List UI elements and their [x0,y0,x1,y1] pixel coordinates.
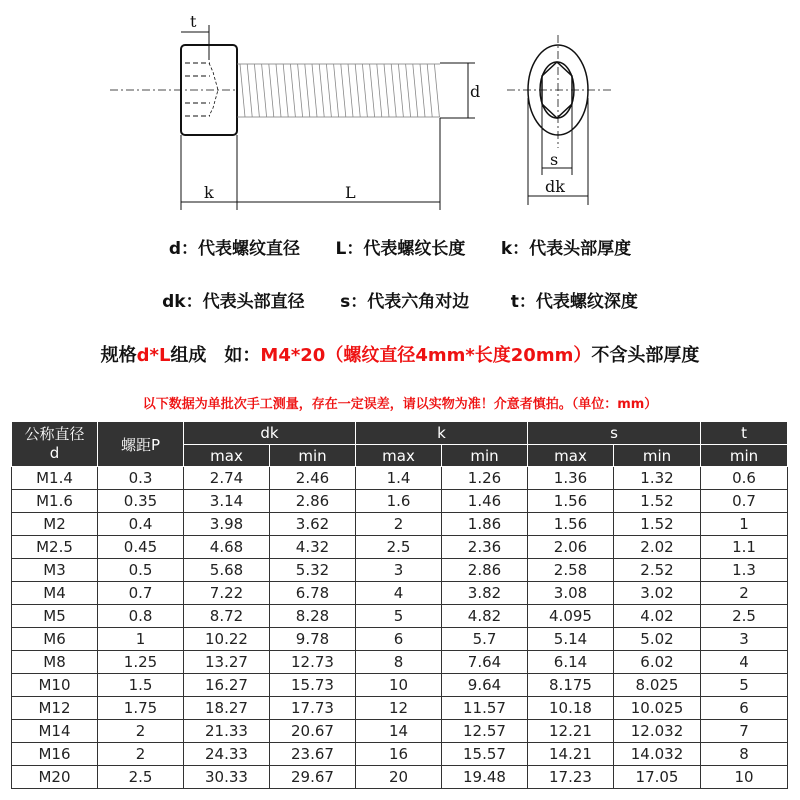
table-row [12,766,788,789]
cell-k-min: 12.57 [442,720,528,743]
cell-t-min: 1.1 [701,536,788,559]
cell-k-max: 16 [356,743,442,766]
spec-mid: 组成 如： [170,345,261,366]
cell-s-min: 2.52 [614,559,701,582]
cell-s-min: 14.032 [614,743,701,766]
header-s: s [528,422,701,445]
cell-dk-max: 2.74 [184,467,270,490]
legend-k: k：代表头部厚度 [500,239,632,259]
cell-t-min: 0.7 [701,490,788,513]
cell-k-min: 9.64 [442,674,528,697]
cell-d: M16 [12,743,98,766]
cell-k-max: 14 [356,720,442,743]
cell-pitch: 2.5 [98,766,184,789]
spec-example: M4*20（螺纹直径4mm*长度20mm） [260,345,592,366]
cell-d: M14 [12,720,98,743]
cell-dk-max: 7.22 [184,582,270,605]
table-row [12,490,788,513]
cell-k-max: 1.4 [356,467,442,490]
cell-s-min: 2.02 [614,536,701,559]
table-row [12,674,788,697]
cell-dk-min: 8.28 [270,605,356,628]
cell-t-min: 7 [701,720,788,743]
table-row [12,536,788,559]
cell-d: M1.6 [12,490,98,513]
cell-dk-max: 3.98 [184,513,270,536]
cell-d: M8 [12,651,98,674]
cell-pitch: 0.3 [98,467,184,490]
cell-t-min: 1 [701,513,788,536]
cell-d: M1.4 [12,467,98,490]
cell-t-min: 8 [701,743,788,766]
cell-pitch: 1.25 [98,651,184,674]
cell-s-min: 1.52 [614,513,701,536]
cell-s-min: 1.32 [614,467,701,490]
legend-L: L：代表螺纹长度 [335,239,466,259]
cell-k-min: 4.82 [442,605,528,628]
header-t: t [701,422,788,445]
table-row [12,467,788,490]
cell-pitch: 0.5 [98,559,184,582]
cell-s-min: 10.025 [614,697,701,720]
cell-d: M2 [12,513,98,536]
cell-d: M5 [12,605,98,628]
cell-dk-max: 18.27 [184,697,270,720]
label-dk: dk [545,177,565,196]
cell-s-min: 8.025 [614,674,701,697]
cell-k-min: 7.64 [442,651,528,674]
cell-k-min: 19.48 [442,766,528,789]
cell-k-min: 15.57 [442,743,528,766]
cell-k-max: 1.6 [356,490,442,513]
cell-d: M20 [12,766,98,789]
legend-row-1 [0,234,800,259]
spec-formula: d*L [136,345,171,366]
table-row [12,743,788,766]
header-nominal-diameter: 公称直径 d [12,422,98,467]
cell-k-min: 5.7 [442,628,528,651]
header-s-max: max [528,445,614,467]
cell-t-min: 3 [701,628,788,651]
cell-k-min: 3.82 [442,582,528,605]
cell-s-max: 8.175 [528,674,614,697]
cell-dk-min: 2.46 [270,467,356,490]
cell-dk-max: 3.14 [184,490,270,513]
cell-dk-min: 20.67 [270,720,356,743]
header-k-min: min [442,445,528,467]
table-row [12,582,788,605]
cell-dk-max: 21.33 [184,720,270,743]
cell-t-min: 4 [701,651,788,674]
cell-k-max: 8 [356,651,442,674]
cell-k-min: 11.57 [442,697,528,720]
label-d: d [470,82,481,101]
header-dk-max: max [184,445,270,467]
cell-pitch: 0.7 [98,582,184,605]
cell-d: M6 [12,628,98,651]
cell-t-min: 0.6 [701,467,788,490]
spec-prefix: 规格 [100,345,137,366]
cell-pitch: 0.35 [98,490,184,513]
cell-t-min: 2.5 [701,605,788,628]
cell-s-max: 17.23 [528,766,614,789]
cell-pitch: 0.45 [98,536,184,559]
label-s: s [550,150,559,169]
cell-k-max: 2.5 [356,536,442,559]
cell-dk-min: 3.62 [270,513,356,536]
cell-dk-max: 30.33 [184,766,270,789]
cell-dk-max: 24.33 [184,743,270,766]
cell-d: M4 [12,582,98,605]
cell-dk-max: 8.72 [184,605,270,628]
cell-dk-min: 15.73 [270,674,356,697]
legend-row-2 [0,287,800,312]
cell-dk-max: 13.27 [184,651,270,674]
header-t-min: min [701,445,788,467]
cell-dk-max: 16.27 [184,674,270,697]
cell-dk-max: 5.68 [184,559,270,582]
cell-s-max: 3.08 [528,582,614,605]
header-pitch: 螺距P [98,422,184,467]
cell-k-max: 6 [356,628,442,651]
cell-s-min: 3.02 [614,582,701,605]
table-row [12,651,788,674]
cell-d: M12 [12,697,98,720]
cell-dk-min: 29.67 [270,766,356,789]
cell-s-max: 1.56 [528,490,614,513]
cell-pitch: 1.5 [98,674,184,697]
cell-k-max: 5 [356,605,442,628]
cell-k-max: 2 [356,513,442,536]
cell-pitch: 1.75 [98,697,184,720]
cell-pitch: 1 [98,628,184,651]
cell-s-min: 6.02 [614,651,701,674]
cell-k-max: 3 [356,559,442,582]
cell-dk-min: 12.73 [270,651,356,674]
cell-pitch: 0.8 [98,605,184,628]
header-k-max: max [356,445,442,467]
cell-s-max: 1.36 [528,467,614,490]
cell-k-min: 1.46 [442,490,528,513]
cell-s-min: 1.52 [614,490,701,513]
cell-pitch: 0.4 [98,513,184,536]
cell-dk-min: 17.73 [270,697,356,720]
table-row [12,559,788,582]
cell-s-min: 4.02 [614,605,701,628]
cell-t-min: 10 [701,766,788,789]
spec-format-note [0,341,800,367]
cell-k-max: 12 [356,697,442,720]
header-k: k [356,422,528,445]
cell-dk-max: 10.22 [184,628,270,651]
cell-s-max: 2.06 [528,536,614,559]
cell-dk-max: 4.68 [184,536,270,559]
screw-dimension-diagram [0,0,800,215]
cell-k-max: 4 [356,582,442,605]
cell-s-max: 2.58 [528,559,614,582]
cell-dk-min: 4.32 [270,536,356,559]
spec-table-body [12,467,788,789]
cell-s-min: 12.032 [614,720,701,743]
header-dk-min: min [270,445,356,467]
label-t: t [190,12,197,31]
cell-s-min: 5.02 [614,628,701,651]
cell-dk-min: 5.32 [270,559,356,582]
legend-dk: dk：代表头部直径 [162,292,305,312]
legend-s: s：代表六角对边 [340,292,470,312]
cell-t-min: 2 [701,582,788,605]
table-row [12,697,788,720]
cell-s-min: 17.05 [614,766,701,789]
cell-k-max: 20 [356,766,442,789]
spec-table [11,421,788,789]
cell-k-min: 2.86 [442,559,528,582]
table-row [12,513,788,536]
spec-suffix: 不含头部厚度 [591,345,700,366]
legend-t: t：代表螺纹深度 [510,292,638,312]
cell-t-min: 1.3 [701,559,788,582]
measurement-notice: 以下数据为单批次手工测量，存在一定误差，请以实物为准！介意者慎拍。（单位：mm） [142,397,658,412]
cell-d: M10 [12,674,98,697]
cell-s-max: 14.21 [528,743,614,766]
cell-k-min: 1.86 [442,513,528,536]
cell-s-max: 5.14 [528,628,614,651]
cell-t-min: 6 [701,697,788,720]
cell-k-max: 10 [356,674,442,697]
legend-d: d：代表螺纹直径 [168,239,300,259]
cell-dk-min: 6.78 [270,582,356,605]
cell-k-min: 1.26 [442,467,528,490]
cell-dk-min: 2.86 [270,490,356,513]
label-k: k [204,183,214,202]
cell-s-max: 1.56 [528,513,614,536]
label-L: L [345,183,356,202]
table-row [12,720,788,743]
cell-k-min: 2.36 [442,536,528,559]
cell-d: M2.5 [12,536,98,559]
cell-pitch: 2 [98,720,184,743]
table-row [12,605,788,628]
table-row [12,628,788,651]
cell-t-min: 5 [701,674,788,697]
cell-s-max: 4.095 [528,605,614,628]
cell-d: M3 [12,559,98,582]
cell-pitch: 2 [98,743,184,766]
cell-s-max: 12.21 [528,720,614,743]
cell-s-max: 6.14 [528,651,614,674]
cell-s-max: 10.18 [528,697,614,720]
cell-dk-min: 23.67 [270,743,356,766]
header-dk: dk [184,422,356,445]
cell-dk-min: 9.78 [270,628,356,651]
header-s-min: min [614,445,701,467]
